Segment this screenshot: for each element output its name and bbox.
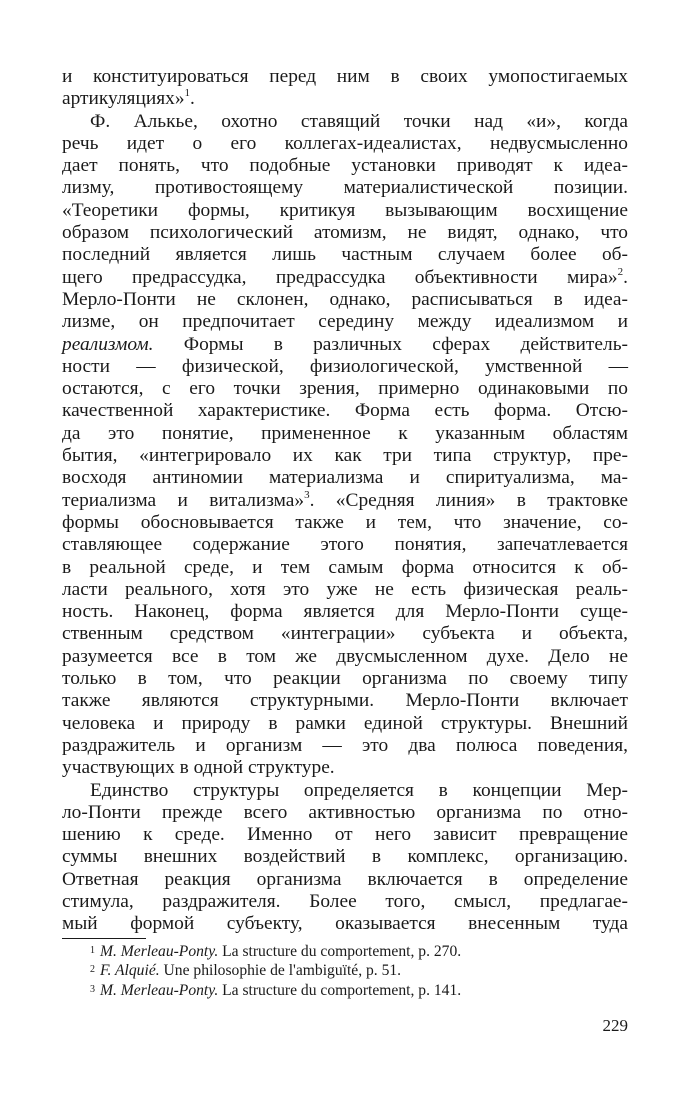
text-line <box>62 846 628 868</box>
text-line <box>62 735 628 757</box>
text-line <box>62 668 628 690</box>
footnote-ref: 2 <box>617 265 624 278</box>
line-text: щего предрассудка, предрассудка объективности мира» <box>62 266 618 288</box>
text-line <box>62 66 628 88</box>
line-text: Формы в различных сферах действитель- <box>153 333 628 355</box>
text-line <box>62 913 628 935</box>
text-line <box>62 690 628 712</box>
line-text: да это понятие, примененное к указанным областям <box>62 422 628 444</box>
main-text <box>62 66 628 936</box>
line-text: образом психологический атомизм, не видят, однако, что <box>62 222 628 244</box>
text-line <box>62 646 628 668</box>
text-line <box>62 557 628 579</box>
text-line <box>62 177 628 199</box>
footnote <box>62 981 628 1000</box>
line-text: также являются структурными. Мерло-Понти включает <box>62 690 628 712</box>
line-text: и конституироваться перед ним в своих умопостигаемых <box>62 66 628 87</box>
line-text: ставляющее содержание этого понятия, запечатлевается <box>62 534 628 556</box>
line-text: лизме, он предпочитает середину между идеализмом и <box>62 311 628 333</box>
text-line <box>62 88 628 110</box>
footnote <box>62 961 628 980</box>
line-text: суммы внешних воздействий в комплекс, организацию. <box>62 846 628 868</box>
line-text: ло-Понти прежде всего активностью организма по отно- <box>62 801 628 823</box>
text-line <box>62 423 628 445</box>
text-line <box>62 757 628 779</box>
line-text: только в том, что реакции организма по своему типу <box>62 668 628 690</box>
line-text: ность. Наконец, форма является для Мерло-Понти суще- <box>62 601 628 623</box>
text-line <box>62 334 628 356</box>
line-text: остаются, с его точки зрения, примерно одинаковыми по <box>62 378 628 400</box>
line-text-tail: . «Средняя линия» в трактовке <box>309 489 628 511</box>
line-text: формы обосновывается также и тем, что значение, со- <box>62 511 628 533</box>
text-line <box>62 445 628 467</box>
footnote-ref: 1 <box>184 87 191 100</box>
line-text: ности — физической, физиологической, умственной — <box>62 355 628 377</box>
line-text-tail: . <box>190 88 195 110</box>
footnote-text: Une philosophie de l'ambiguïté, p. 51. <box>159 962 402 980</box>
text-line <box>62 311 628 333</box>
line-text: человека и природу в рамки единой структуры. Внешний <box>62 712 628 734</box>
line-text: восходя антиномии материализма и спиритуализма, ма- <box>62 467 628 489</box>
text-line <box>62 155 628 177</box>
line-text: ственным средством «интеграции» субъекта и объекта, <box>62 623 628 645</box>
text-line <box>62 802 628 824</box>
footnote-ref: 3 <box>304 488 310 501</box>
footnote-number: 2 <box>90 964 95 976</box>
text-line <box>62 780 628 802</box>
text-line <box>62 891 628 913</box>
text-line <box>62 356 628 378</box>
footnote-author: M. Merleau-Ponty. <box>100 981 219 999</box>
line-text: бытия, «интегрировало их как три типа структур, пре- <box>62 445 628 467</box>
text-line <box>62 824 628 846</box>
text-line <box>62 490 628 512</box>
line-text: Ответная реакция организма включается в определение <box>62 868 628 890</box>
text-line <box>62 467 628 489</box>
text-line <box>62 133 628 155</box>
text-line <box>62 713 628 735</box>
text-line <box>62 111 628 133</box>
line-text: участвующих в одной структуре. <box>62 757 335 779</box>
footnote-text: La structure du comportement, p. 141. <box>218 981 462 999</box>
footnote-author: F. Alquié. <box>100 962 160 980</box>
footnote-author: M. Merleau-Ponty. <box>100 943 219 960</box>
line-text: стимула, раздражителя. Более того, смысл, предлагае- <box>62 890 628 912</box>
footnote-text: La structure du comportement, p. 270. <box>218 943 462 960</box>
footnote-divider <box>62 938 146 939</box>
line-text: «Теоретики формы, критикуя вызывающим восхищение <box>62 199 628 221</box>
line-text: Мерло-Понти не склонен, однако, расписываться в идеа- <box>62 288 628 310</box>
line-text: териализма и витализма» <box>62 489 305 511</box>
page-number: 229 <box>602 1016 628 1035</box>
line-text: Единство структуры определяется в концепции Мер- <box>90 779 628 801</box>
line-text: ласти реального, хотя это уже не есть физическая реаль- <box>62 578 628 600</box>
line-text-tail: . <box>623 266 628 288</box>
line-text: разумеется все в том же двусмысленном духе. Дело не <box>62 645 628 667</box>
text-line <box>62 623 628 645</box>
text-line <box>62 267 628 289</box>
line-text: раздражитель и организм — это два полюса поведения, <box>62 734 628 756</box>
text-line <box>62 244 628 266</box>
footnotes <box>62 942 628 1000</box>
italic-word: реализмом. <box>62 333 154 355</box>
line-text: мый формой субъекту, оказывается внесенным туда <box>62 913 628 935</box>
text-line <box>62 200 628 222</box>
text-line <box>62 400 628 422</box>
text-line <box>62 869 628 891</box>
text-line <box>62 289 628 311</box>
line-text: лизму, противостоящему материалистической позиции. <box>62 177 628 199</box>
line-text: речь идет о его коллегах-идеалистах, недвусмысленно <box>62 132 628 154</box>
text-line <box>62 378 628 400</box>
text-line <box>62 601 628 623</box>
page-body <box>62 66 628 1035</box>
footnote <box>62 942 628 961</box>
text-line <box>62 534 628 556</box>
line-text: дает понять, что подобные установки приводят к идеа- <box>62 155 628 177</box>
line-text: артикуляциях» <box>62 88 185 110</box>
footnote-number: 1 <box>90 945 95 956</box>
text-line <box>62 579 628 601</box>
footnote-number: 3 <box>90 983 95 995</box>
line-text: Ф. Алькье, охотно ставящий точки над «и», когда <box>90 110 628 132</box>
line-text: в реальной среде, и тем самым форма относится к об- <box>62 556 628 578</box>
text-line <box>62 222 628 244</box>
line-text: шению к среде. Именно от него зависит превращение <box>62 824 628 846</box>
line-text: качественной характеристике. Форма есть форма. Отсю- <box>62 400 628 422</box>
text-line <box>62 512 628 534</box>
line-text: последний является лишь частным случаем более об- <box>62 244 628 266</box>
